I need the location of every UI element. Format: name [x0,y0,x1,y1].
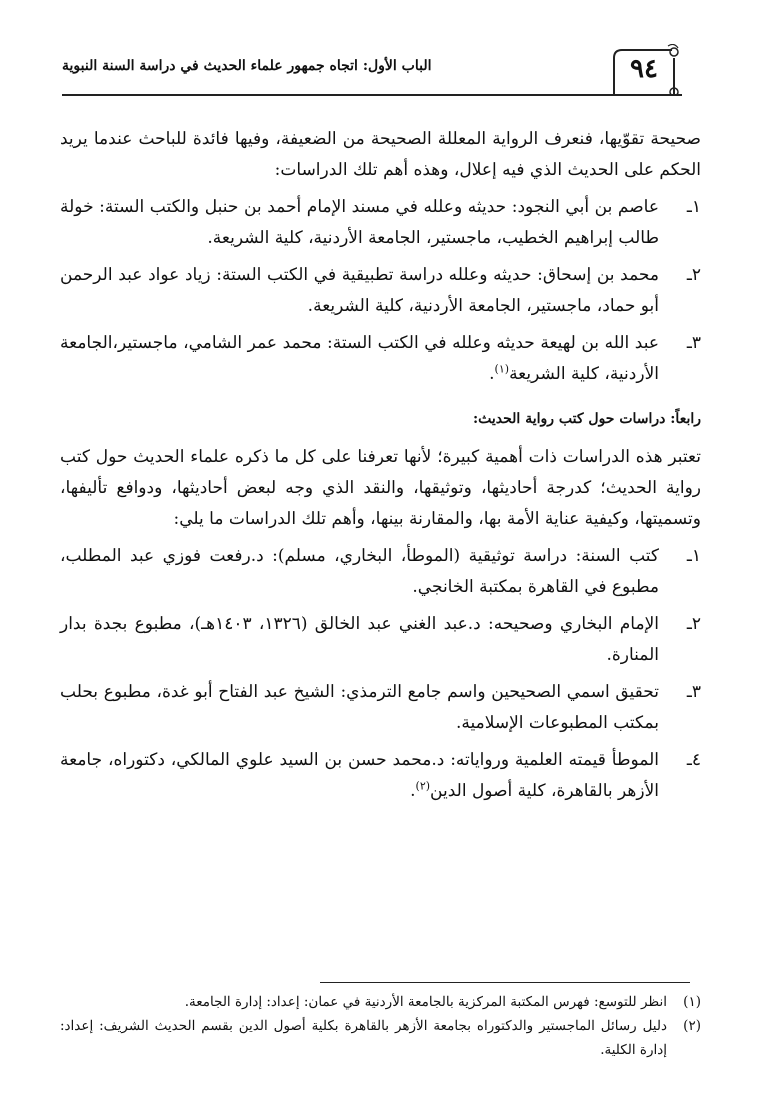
list-text-tail: . [410,781,416,801]
list-item [60,677,701,739]
footnote-ref[interactable]: (١) [494,362,510,376]
studies-list-1 [60,192,701,390]
section-paragraph: تعتبر هذه الدراسات ذات أهمية كبيرة؛ لأنها تعرفنا على كل ما ذكره علماء الحديث حول كتب رواية الحديث؛ كدرجة أحاديثها، وتوثيقها، والنقد الذي وجه لبعض أحاديثها، ودوافع تأليفها، وتسميتها، وكيفية عناية الأمة بها، والمقارنة بينها، وأهم تلك الدراسات ما يلي: [60,447,701,529]
intro-paragraph: صحيحة تقوّيها، فنعرف الرواية المعللة الصحيحة من الضعيفة، وفيها فائدة للباحث عندما يريد الحكم على الحديث الذي فيه إعلال، وهذه أهم تلك الدراسات: [60,129,701,180]
list-text: محمد بن إسحاق: حديثه وعلله دراسة تطبيقية في الكتب الستة: زياد عواد عبد الرحمن أبو حماد، ماجستير، الجامعة الأردنية، كلية الشريعة. [60,265,659,316]
list-text: الموطأ قيمته العلمية ورواياته: د.محمد حسن بن السيد علوي المالكي، دكتوراه، جامعة الأزهر بالقاهرة، كلية أصول الدين [60,750,659,801]
footnote-ref[interactable]: (٢) [415,779,431,793]
list-item [60,192,701,254]
list-item [60,745,701,807]
footnote-number: (٢) [683,1018,701,1034]
list-item [60,609,701,671]
section-heading: رابعاً: دراسات حول كتب رواية الحديث: [472,411,701,427]
list-number: ١ـ [686,197,701,217]
footnotes [60,990,701,1062]
list-item [60,260,701,322]
list-text: عبد الله بن لهيعة حديثه وعلله في الكتب الستة: محمد عمر الشامي، ماجستير،الجامعة الأردنية، كلية الشريعة [60,333,659,384]
main-text [60,124,701,813]
list-number: ١ـ [686,546,701,566]
list-text: كتب السنة: دراسة توثيقية (الموطأ، البخاري، مسلم): د.رفعت فوزي عبد المطلب، مطبوع في القاهرة بمكتبة الخانجي. [60,546,659,597]
page-number-frame [608,44,680,96]
list-item [60,541,701,603]
footnote [60,990,701,1014]
studies-list-2 [60,541,701,807]
list-number: ٣ـ [686,333,701,353]
list-number: ٤ـ [686,750,701,770]
list-number: ٣ـ [686,682,701,702]
page-number: ٩٤ [630,54,658,84]
list-number: ٢ـ [686,614,701,634]
footnote-text: انظر للتوسع: فهرس المكتبة المركزية بالجامعة الأردنية في عمان: إعداد: إدارة الجامعة. [184,994,667,1010]
footnote [60,1014,701,1062]
list-text: تحقيق اسمي الصحيحين واسم جامع الترمذي: الشيخ عبد الفتاح أبو غدة، مطبوع بحلب بمكتب المطبوعات الإسلامية. [60,682,659,733]
footnote-divider [320,982,690,983]
footnote-number: (١) [683,994,701,1010]
list-text: عاصم بن أبي النجود: حديثه وعلله في مسند الإمام أحمد بن حنبل والكتب الستة: خولة طالب إبراهيم الخطيب، ماجستير، الجامعة الأردنية، كلية الشريعة. [60,197,659,248]
chapter-title: الباب الأول: اتجاه جمهور علماء الحديث في دراسة السنة النبوية [62,58,432,74]
list-text: الإمام البخاري وصحيحه: د.عبد الغني عبد الخالق (١٣٢٦، ١٤٠٣هـ)، مطبوع بجدة بدار المنارة. [60,614,660,665]
list-item [60,328,701,390]
list-number: ٢ـ [686,265,701,285]
footnote-text: دليل رسائل الماجستير والدكتوراه بجامعة الأزهر بالقاهرة بكلية أصول الدين بقسم الحديث الشريف: إعداد: إدارة الكلية. [60,1018,667,1058]
list-text-tail: . [489,364,495,384]
header-divider [62,94,682,96]
